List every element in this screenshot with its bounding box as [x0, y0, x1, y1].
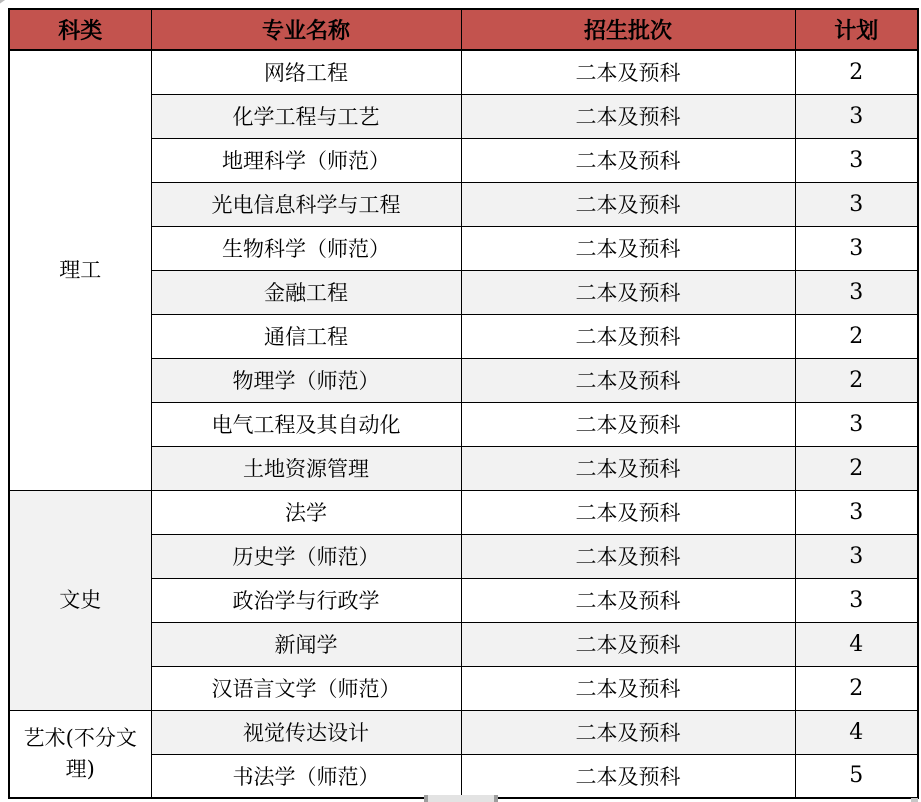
header-row — [9, 9, 918, 50]
major-cell: 土地资源管理 — [151, 446, 461, 490]
batch-cell: 二本及预科 — [461, 226, 795, 270]
corner-mark-artifact — [911, 798, 918, 802]
batch-cell: 二本及预科 — [461, 666, 795, 710]
plan-cell: 4 — [795, 622, 918, 666]
plan-cell: 2 — [795, 358, 918, 402]
plan-cell: 3 — [795, 534, 918, 578]
plan-cell: 3 — [795, 490, 918, 534]
plan-cell: 3 — [795, 138, 918, 182]
batch-cell: 二本及预科 — [461, 94, 795, 138]
plan-cell: 4 — [795, 710, 918, 754]
major-cell: 物理学（师范） — [151, 358, 461, 402]
plan-cell: 3 — [795, 270, 918, 314]
major-cell: 汉语言文学（师范） — [151, 666, 461, 710]
category-cell-liberal-arts: 文史 — [9, 490, 151, 710]
batch-cell: 二本及预科 — [461, 710, 795, 754]
batch-cell: 二本及预科 — [461, 182, 795, 226]
plan-cell: 3 — [795, 402, 918, 446]
major-cell: 网络工程 — [151, 50, 461, 94]
column-header-plan: 计划 — [795, 9, 918, 50]
batch-cell: 二本及预科 — [461, 402, 795, 446]
major-cell: 历史学（师范） — [151, 534, 461, 578]
batch-cell: 二本及预科 — [461, 138, 795, 182]
major-cell: 光电信息科学与工程 — [151, 182, 461, 226]
batch-cell: 二本及预科 — [461, 754, 795, 798]
plan-cell: 2 — [795, 446, 918, 490]
major-cell: 新闻学 — [151, 622, 461, 666]
column-header-major: 专业名称 — [151, 9, 461, 50]
major-cell: 通信工程 — [151, 314, 461, 358]
batch-cell: 二本及预科 — [461, 578, 795, 622]
major-cell: 电气工程及其自动化 — [151, 402, 461, 446]
plan-cell: 2 — [795, 314, 918, 358]
batch-cell: 二本及预科 — [461, 490, 795, 534]
column-header-category: 科类 — [9, 9, 151, 50]
column-header-batch: 招生批次 — [461, 9, 795, 50]
major-cell: 法学 — [151, 490, 461, 534]
major-cell: 化学工程与工艺 — [151, 94, 461, 138]
plan-cell: 2 — [795, 666, 918, 710]
plan-cell: 2 — [795, 50, 918, 94]
table-row — [9, 50, 918, 94]
batch-cell: 二本及预科 — [461, 270, 795, 314]
plan-cell: 3 — [795, 226, 918, 270]
major-cell: 生物科学（师范） — [151, 226, 461, 270]
category-cell-science-engineering: 理工 — [9, 50, 151, 490]
major-cell: 视觉传达设计 — [151, 710, 461, 754]
batch-cell: 二本及预科 — [461, 446, 795, 490]
plan-cell: 3 — [795, 94, 918, 138]
batch-cell: 二本及预科 — [461, 534, 795, 578]
batch-cell: 二本及预科 — [461, 358, 795, 402]
page-curl-artifact — [0, 0, 13, 4]
plan-cell: 3 — [795, 578, 918, 622]
category-cell-arts — [9, 710, 151, 798]
plan-cell: 3 — [795, 182, 918, 226]
table-row — [9, 710, 918, 754]
plan-cell: 5 — [795, 754, 918, 798]
batch-cell: 二本及预科 — [461, 50, 795, 94]
category-label: 艺术(不分文理) — [23, 726, 137, 781]
table-row — [9, 490, 918, 534]
major-cell: 政治学与行政学 — [151, 578, 461, 622]
admission-plan-table — [8, 8, 919, 799]
horizontal-scrollbar-fragment[interactable] — [424, 795, 498, 802]
major-cell: 地理科学（师范） — [151, 138, 461, 182]
batch-cell: 二本及预科 — [461, 314, 795, 358]
major-cell: 金融工程 — [151, 270, 461, 314]
major-cell: 书法学（师范） — [151, 754, 461, 798]
batch-cell: 二本及预科 — [461, 622, 795, 666]
